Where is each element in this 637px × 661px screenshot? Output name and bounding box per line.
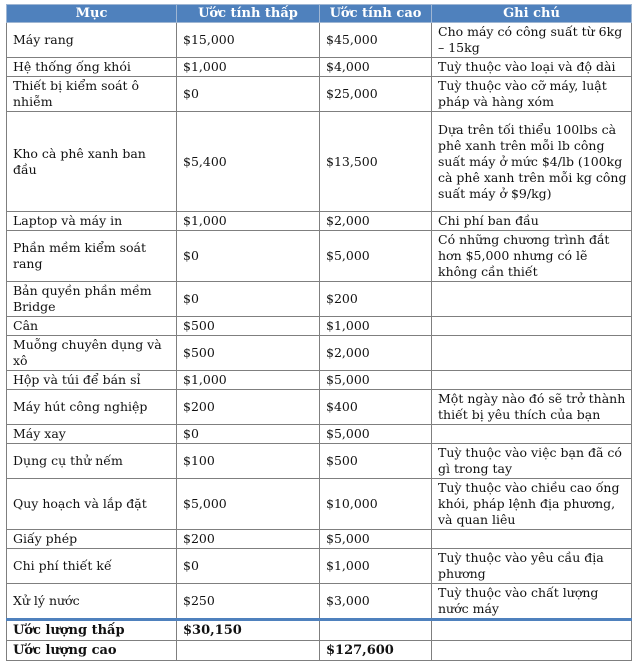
summary-label-cell: Ước lượng thấp: [7, 620, 177, 641]
note-cell: Tuỳ thuộc vào chất lượng nước máy: [432, 584, 632, 620]
low-estimate-cell: $200: [177, 390, 320, 425]
table-row: [7, 23, 632, 58]
high-estimate-cell: $13,500: [320, 112, 432, 212]
cost-estimate-table: [6, 4, 632, 661]
item-cell: Kho cà phê xanh ban đầu: [7, 112, 177, 212]
table-row: [7, 58, 632, 77]
table-row: [7, 282, 632, 317]
table-row: [7, 231, 632, 282]
table-row: [7, 444, 632, 479]
note-cell: [432, 317, 632, 336]
table-row: [7, 549, 632, 584]
low-estimate-cell: $0: [177, 425, 320, 444]
high-estimate-cell: $2,000: [320, 336, 432, 371]
high-estimate-cell: $4,000: [320, 58, 432, 77]
item-cell: Cân: [7, 317, 177, 336]
summary-note-cell: [432, 641, 632, 661]
header-notes: Ghi chú: [432, 5, 632, 23]
note-cell: Tuỳ thuộc vào yêu cầu địa phương: [432, 549, 632, 584]
item-cell: Dụng cụ thử nếm: [7, 444, 177, 479]
note-cell: Dựa trên tối thiểu 100lbs cà phê xanh trên mỗi lb công suất máy ở mức $4/lb (100kg cà phê xanh trên mỗi kg công suất máy ở $9/kg): [432, 112, 632, 212]
high-estimate-cell: $200: [320, 282, 432, 317]
item-cell: Giấy phép: [7, 530, 177, 549]
item-cell: Máy hút công nghiệp: [7, 390, 177, 425]
low-estimate-cell: $5,000: [177, 479, 320, 530]
high-estimate-cell: $1,000: [320, 317, 432, 336]
item-cell: Máy xay: [7, 425, 177, 444]
summary-high-cell: $127,600: [320, 641, 432, 661]
table-row: [7, 584, 632, 620]
note-cell: Chi phí ban đầu: [432, 212, 632, 231]
item-cell: Hệ thống ống khói: [7, 58, 177, 77]
note-cell: Tuỳ thuộc vào loại và độ dài: [432, 58, 632, 77]
high-estimate-cell: $5,000: [320, 231, 432, 282]
high-estimate-cell: $3,000: [320, 584, 432, 620]
header-item: Mục: [7, 5, 177, 23]
item-cell: Xử lý nước: [7, 584, 177, 620]
high-estimate-cell: $5,000: [320, 371, 432, 390]
summary-row: [7, 641, 632, 661]
item-cell: Phần mềm kiểm soát rang: [7, 231, 177, 282]
low-estimate-cell: $1,000: [177, 371, 320, 390]
summary-high-cell: [320, 620, 432, 641]
low-estimate-cell: $5,400: [177, 112, 320, 212]
high-estimate-cell: $2,000: [320, 212, 432, 231]
note-cell: [432, 425, 632, 444]
item-cell: Quy hoạch và lắp đặt: [7, 479, 177, 530]
item-cell: Chi phí thiết kế: [7, 549, 177, 584]
item-cell: Thiết bị kiểm soát ô nhiễm: [7, 77, 177, 112]
note-cell: Tuỳ thuộc vào việc bạn đã có gì trong tay: [432, 444, 632, 479]
summary-label-cell: Ước lượng cao: [7, 641, 177, 661]
note-cell: Có những chương trình đắt hơn $5,000 nhưng có lẽ không cần thiết: [432, 231, 632, 282]
low-estimate-cell: $15,000: [177, 23, 320, 58]
low-estimate-cell: $500: [177, 336, 320, 371]
item-cell: Laptop và máy in: [7, 212, 177, 231]
note-cell: [432, 282, 632, 317]
table-row: [7, 425, 632, 444]
cost-table-container: [6, 4, 631, 661]
note-cell: [432, 336, 632, 371]
low-estimate-cell: $0: [177, 77, 320, 112]
item-cell: Máy rang: [7, 23, 177, 58]
low-estimate-cell: $1,000: [177, 58, 320, 77]
summary-low-cell: $30,150: [177, 620, 320, 641]
summary-note-cell: [432, 620, 632, 641]
table-row: [7, 317, 632, 336]
note-cell: Tuỳ thuộc vào chiều cao ống khói, pháp lệnh địa phương, và quan liêu: [432, 479, 632, 530]
table-row: [7, 530, 632, 549]
note-cell: Cho máy có công suất từ 6kg – 15kg: [432, 23, 632, 58]
low-estimate-cell: $1,000: [177, 212, 320, 231]
table-row: [7, 371, 632, 390]
item-cell: Hộp và túi để bán sỉ: [7, 371, 177, 390]
note-cell: Tuỳ thuộc vào cỡ máy, luật pháp và hàng xóm: [432, 77, 632, 112]
low-estimate-cell: $250: [177, 584, 320, 620]
table-header-row: [7, 5, 632, 23]
note-cell: Một ngày nào đó sẽ trở thành thiết bị yêu thích của bạn: [432, 390, 632, 425]
low-estimate-cell: $500: [177, 317, 320, 336]
high-estimate-cell: $5,000: [320, 425, 432, 444]
table-row: [7, 77, 632, 112]
table-row: [7, 336, 632, 371]
high-estimate-cell: $10,000: [320, 479, 432, 530]
item-cell: Bản quyền phần mềm Bridge: [7, 282, 177, 317]
low-estimate-cell: $0: [177, 282, 320, 317]
summary-row: [7, 620, 632, 641]
high-estimate-cell: $25,000: [320, 77, 432, 112]
high-estimate-cell: $500: [320, 444, 432, 479]
high-estimate-cell: $1,000: [320, 549, 432, 584]
high-estimate-cell: $5,000: [320, 530, 432, 549]
table-row: [7, 479, 632, 530]
header-low-estimate: Ước tính thấp: [177, 5, 320, 23]
low-estimate-cell: $200: [177, 530, 320, 549]
table-row: [7, 112, 632, 212]
note-cell: [432, 530, 632, 549]
header-high-estimate: Ước tính cao: [320, 5, 432, 23]
table-row: [7, 212, 632, 231]
summary-low-cell: [177, 641, 320, 661]
low-estimate-cell: $100: [177, 444, 320, 479]
note-cell: [432, 371, 632, 390]
low-estimate-cell: $0: [177, 549, 320, 584]
table-row: [7, 390, 632, 425]
high-estimate-cell: $400: [320, 390, 432, 425]
item-cell: Muỗng chuyên dụng và xô: [7, 336, 177, 371]
high-estimate-cell: $45,000: [320, 23, 432, 58]
low-estimate-cell: $0: [177, 231, 320, 282]
